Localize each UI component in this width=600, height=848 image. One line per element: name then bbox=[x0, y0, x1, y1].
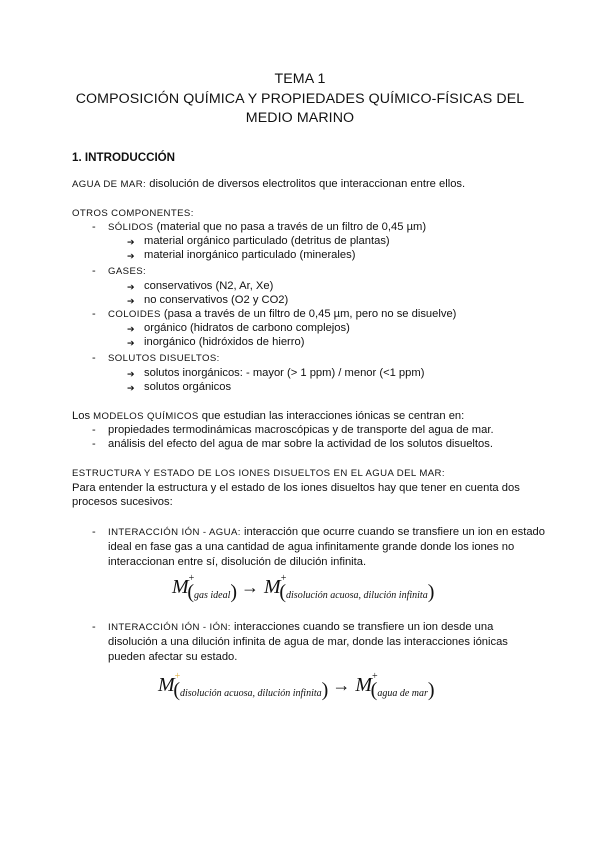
interaccion-ion-text: interacciones cuando se transfiere un ion desde una bbox=[230, 621, 494, 633]
modelos-pre: Los bbox=[72, 410, 94, 422]
arrow-bullet: ➔ bbox=[127, 369, 135, 379]
modelos-item: propiedades termodinámicas macroscópicas y de transporte del agua de mar. bbox=[108, 424, 494, 436]
estructura-heading: ESTRUCTURA Y ESTADO DE LOS IONES DISUELTOS EN EL AGUA DEL MAR: bbox=[72, 468, 445, 479]
formula-sub-right: agua de mar bbox=[377, 688, 428, 699]
formula-M: M bbox=[158, 674, 175, 696]
formula-charge: + bbox=[280, 573, 287, 584]
solutos-subitem: solutos orgánicos bbox=[144, 381, 232, 393]
modelos-label: MODELOS QUÍMICOS bbox=[93, 411, 199, 422]
dash-bullet: - bbox=[92, 221, 96, 233]
formula-M: M bbox=[172, 576, 189, 598]
formula-M: M bbox=[355, 674, 372, 696]
estructura-text-line: procesos sucesivos: bbox=[72, 496, 173, 508]
interaccion-ion-line bbox=[108, 621, 493, 633]
solutos-label: SOLUTOS DISUELTOS: bbox=[108, 353, 220, 364]
arrow-bullet: ➔ bbox=[127, 338, 135, 348]
formula-sub-left: gas ideal bbox=[193, 590, 231, 601]
solutos-subitem: solutos inorgánicos: - mayor (> 1 ppm) / menor (<1 ppm) bbox=[144, 367, 425, 379]
dash-bullet: - bbox=[92, 352, 96, 364]
coloides-text: (pasa a través de un filtro de 0,45 µm, pero no se disuelve) bbox=[160, 308, 457, 320]
formula-arrow: → bbox=[332, 675, 351, 695]
estructura-text-line: Para entender la estructura y el estado de los iones disueltos hay que tener en cuenta dos bbox=[72, 482, 520, 494]
formula-M: M bbox=[264, 576, 281, 598]
arrow-bullet: ➔ bbox=[127, 282, 135, 292]
title-line-3: MEDIO MARINO bbox=[245, 110, 355, 126]
title-line-1: TEMA 1 bbox=[274, 71, 326, 87]
dash-bullet: - bbox=[92, 526, 96, 538]
formula-sub-right: disolución acuosa, dilución infinita bbox=[286, 590, 428, 601]
interaccion-ion-line: pueden afectar su estado. bbox=[108, 651, 238, 663]
formula-charge: + bbox=[188, 573, 195, 584]
otros-componentes-heading: OTROS COMPONENTES: bbox=[72, 208, 194, 219]
interaccion-agua-label: INTERACCIÓN IÓN - AGUA: bbox=[108, 527, 241, 538]
solidos-text: (material que no pasa a través de un filtro de 0,45 µm) bbox=[153, 221, 427, 233]
agua-de-mar-paragraph bbox=[72, 178, 465, 190]
solidos-label: SÓLIDOS bbox=[108, 222, 154, 233]
title-line-2: COMPOSICIÓN QUÍMICA Y PROPIEDADES QUÍMICO-FÍSICAS DEL bbox=[75, 91, 525, 107]
interaccion-ion-line: disolución a una dilución infinita de agua de mar, donde las interacciones iónicas bbox=[108, 636, 508, 648]
modelos-post: que estudian las interacciones iónicas se centran en: bbox=[198, 410, 465, 422]
arrow-bullet: ➔ bbox=[127, 324, 135, 334]
formula-charge: + bbox=[372, 671, 378, 682]
agua-de-mar-text: disolución de diversos electrolitos que interaccionan entre ellos. bbox=[146, 178, 466, 190]
gases-subitem: no conservativos (O2 y CO2) bbox=[144, 294, 289, 306]
formula-sub-left: disolución acuosa, dilución infinita bbox=[179, 688, 322, 699]
interaccion-agua-line bbox=[108, 526, 545, 538]
formula-charge: + bbox=[174, 671, 181, 682]
dash-bullet: - bbox=[92, 308, 96, 320]
gases-subitem: conservativos (N2, Ar, Xe) bbox=[144, 280, 274, 292]
formula-ion-agua: $M^+(_{gas ideal}) \to M^+(_{disolución acuosa, dilución infinita})$ bbox=[172, 573, 435, 603]
arrow-bullet: ➔ bbox=[127, 237, 135, 247]
solidos-subitem: material inorgánico particulado (minerales) bbox=[144, 249, 356, 261]
formula-ion-ion: $M^+(_{disolución acuosa, dilución infinita}) \to M^+(_{agua de mar})$ bbox=[158, 671, 435, 701]
dash-bullet: - bbox=[92, 265, 96, 277]
interaccion-ion-label: INTERACCIÓN IÓN - IÓN: bbox=[108, 622, 231, 633]
coloides-subitem: inorgánico (hidróxidos de hierro) bbox=[144, 336, 305, 348]
solidos-item bbox=[108, 221, 426, 233]
coloides-subitem: orgánico (hidratos de carbono complejos) bbox=[144, 322, 350, 334]
arrow-bullet: ➔ bbox=[127, 251, 135, 261]
dash-bullet: - bbox=[92, 424, 96, 436]
agua-de-mar-label: AGUA DE MAR: bbox=[72, 179, 147, 190]
solidos-subitem: material orgánico particulado (detritus de plantas) bbox=[144, 235, 390, 247]
arrow-bullet: ➔ bbox=[127, 296, 135, 306]
interaccion-agua-line: ideal en fase gas a una cantidad de agua infinitamente grande donde los iones no bbox=[108, 541, 515, 553]
arrow-bullet: ➔ bbox=[127, 383, 135, 393]
modelos-item: análisis del efecto del agua de mar sobre la actividad de los solutos disueltos. bbox=[108, 438, 493, 450]
coloides-item bbox=[108, 308, 456, 320]
coloides-label: COLOIDES bbox=[108, 309, 161, 320]
formula-arrow: → bbox=[241, 577, 260, 597]
section-heading-introduccion: 1. INTRODUCCIÓN bbox=[72, 151, 176, 164]
dash-bullet: - bbox=[92, 438, 96, 450]
modelos-paragraph bbox=[72, 410, 464, 422]
gases-label: GASES: bbox=[108, 266, 147, 277]
dash-bullet: - bbox=[92, 621, 96, 633]
interaccion-agua-text: interacción que ocurre cuando se transfiere un ion en estado bbox=[240, 526, 545, 538]
interaccion-agua-line: interaccionan entre sí, disolución de dilución infinita. bbox=[108, 556, 367, 568]
